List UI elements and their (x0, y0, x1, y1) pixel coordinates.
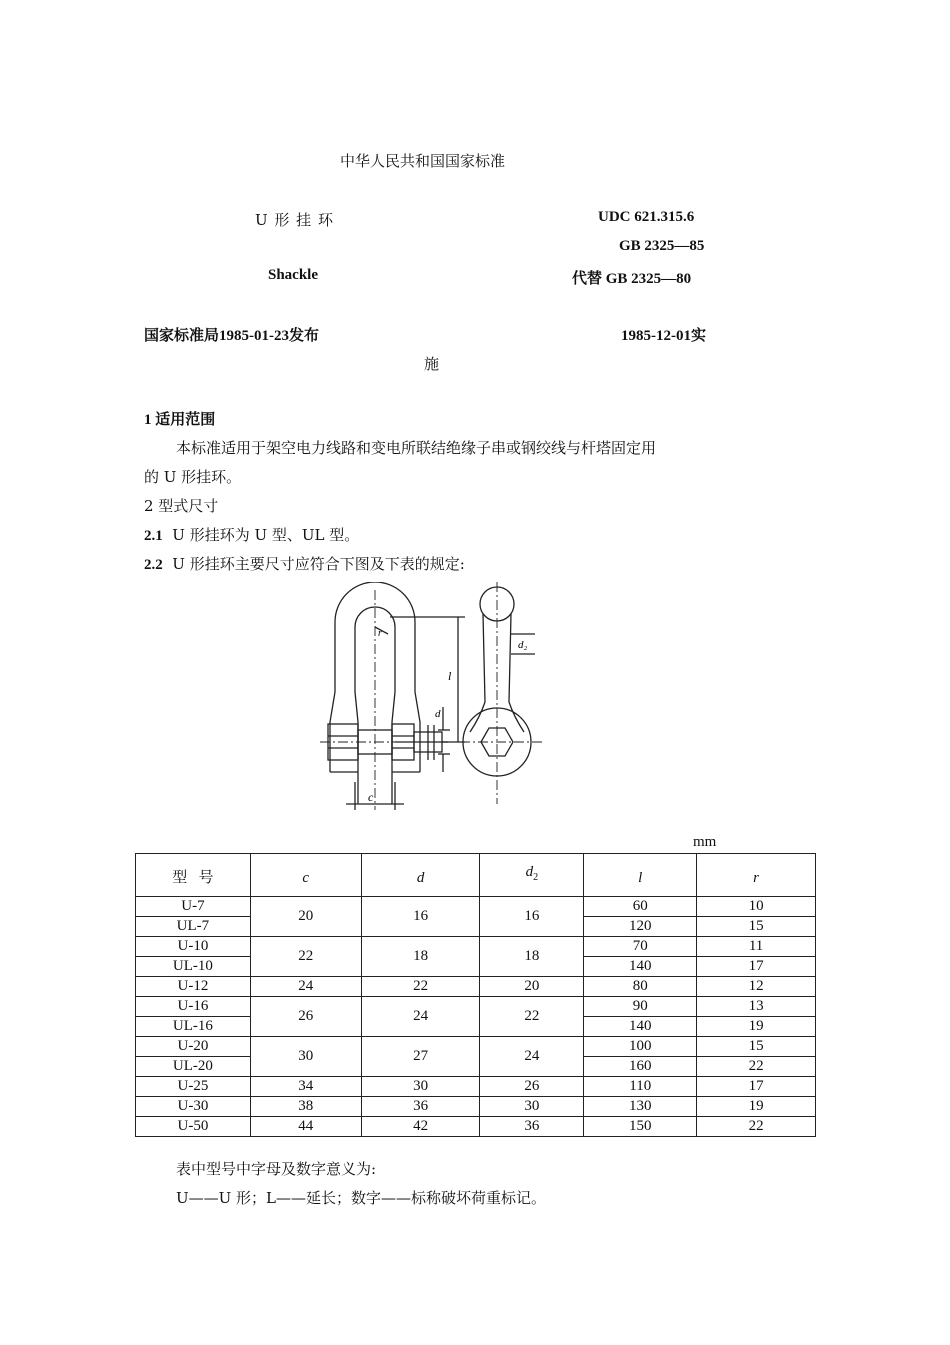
cell-c: 30 (250, 1037, 361, 1077)
cell-d: 42 (361, 1117, 480, 1137)
udc-code: UDC 621.315.6 (598, 209, 695, 225)
cell-r: 10 (697, 897, 816, 917)
cell-c: 24 (250, 977, 361, 997)
header-c: c (250, 854, 361, 897)
cell-d: 36 (361, 1097, 480, 1117)
table-unit: mm (693, 834, 717, 850)
cell-l: 90 (584, 997, 697, 1017)
dim-label-l: l (448, 669, 452, 683)
table-row (136, 997, 816, 1017)
cell-l: 140 (584, 957, 697, 977)
cell-d: 27 (361, 1037, 480, 1077)
header-d2: $d_2$ (480, 854, 584, 897)
cell-r: 19 (697, 1017, 816, 1037)
cell-l: 60 (584, 897, 697, 917)
cell-model: U-50 (136, 1117, 251, 1137)
table-row (136, 1097, 816, 1117)
cell-d: 22 (361, 977, 480, 997)
cell-d2: 20 (480, 977, 584, 997)
section-2-1: 2.1 U 形挂环为 U 型、UL 型。 (144, 526, 360, 544)
cell-c: 44 (250, 1117, 361, 1137)
section-1-text-line1: 本标准适用于架空电力线路和变电所联结绝缘子串或钢绞线与杆塔固定用 (176, 439, 657, 457)
cell-l: 150 (584, 1117, 697, 1137)
cell-model: U-30 (136, 1097, 251, 1117)
cell-d2: 30 (480, 1097, 584, 1117)
cell-d: 18 (361, 937, 480, 977)
cell-c: 26 (250, 997, 361, 1037)
issue-date: 国家标准局1985-01-23发布 (144, 328, 319, 344)
notes-line2: U——U 形；L——延长；数字——标称破坏荷重标记。 (176, 1189, 547, 1207)
cell-l: 130 (584, 1097, 697, 1117)
standard-title-cn: U 形 挂 环 (255, 211, 334, 229)
cell-r: 17 (697, 957, 816, 977)
cell-d2: 22 (480, 997, 584, 1037)
national-standard-title: 中华人民共和国国家标准 (340, 152, 506, 170)
cell-d: 16 (361, 897, 480, 937)
cell-l: 160 (584, 1057, 697, 1077)
dim-label-d: d (435, 708, 441, 720)
cell-model: U-16 (136, 997, 251, 1017)
gb-code: GB 2325—85 (619, 238, 705, 254)
cell-d2: 26 (480, 1077, 584, 1097)
dim-label-c: c (368, 790, 374, 804)
cell-r: 11 (697, 937, 816, 957)
cell-r: 19 (697, 1097, 816, 1117)
cell-l: 120 (584, 917, 697, 937)
header-r: r (697, 854, 816, 897)
cell-l: 70 (584, 937, 697, 957)
effective-date-wrap: 施 (424, 355, 440, 373)
cell-model: U-7 (136, 897, 251, 917)
cell-model: U-25 (136, 1077, 251, 1097)
cell-model: UL-16 (136, 1017, 251, 1037)
cell-r: 12 (697, 977, 816, 997)
notes-line1: 表中型号中字母及数字意义为: (176, 1160, 377, 1178)
replaces-code: 代替 GB 2325—80 (572, 271, 692, 287)
cell-model: UL-7 (136, 917, 251, 937)
cell-c: 20 (250, 897, 361, 937)
table-row (136, 977, 816, 997)
header-model: 型 号 (136, 854, 251, 897)
section-1-text-line2: 的 U 形挂环。 (144, 468, 242, 486)
cell-c: 38 (250, 1097, 361, 1117)
section-2-2: 2.2 U 形挂环主要尺寸应符合下图及下表的规定: (144, 555, 465, 573)
header-l: l (584, 854, 697, 897)
cell-d2: 16 (480, 897, 584, 937)
cell-d2: 24 (480, 1037, 584, 1077)
cell-r: 15 (697, 1037, 816, 1057)
dimensions-table (135, 853, 816, 1137)
cell-c: 22 (250, 937, 361, 977)
cell-l: 100 (584, 1037, 697, 1057)
table-row (136, 1077, 816, 1097)
cell-r: 17 (697, 1077, 816, 1097)
section-1-title: 1 适用范围 (144, 412, 216, 428)
cell-d2: 36 (480, 1117, 584, 1137)
cell-model: U-10 (136, 937, 251, 957)
cell-c: 34 (250, 1077, 361, 1097)
shackle-drawing (320, 582, 550, 812)
cell-l: 110 (584, 1077, 697, 1097)
cell-r: 22 (697, 1117, 816, 1137)
cell-model: U-20 (136, 1037, 251, 1057)
table-row (136, 1117, 816, 1137)
effective-date: 1985-12-01实 (621, 328, 706, 344)
cell-model: U-12 (136, 977, 251, 997)
cell-l: 140 (584, 1017, 697, 1037)
cell-d: 30 (361, 1077, 480, 1097)
cell-r: 22 (697, 1057, 816, 1077)
cell-model: UL-10 (136, 957, 251, 977)
cell-l: 80 (584, 977, 697, 997)
dim-label-d2: d₂ (518, 639, 528, 651)
section-2-title: 2 型式尺寸 (144, 497, 219, 515)
cell-model: UL-20 (136, 1057, 251, 1077)
table-header-row (136, 854, 816, 897)
table-row (136, 937, 816, 957)
standard-title-en: Shackle (268, 267, 319, 283)
cell-r: 13 (697, 997, 816, 1017)
cell-d2: 18 (480, 937, 584, 977)
table-row (136, 1037, 816, 1057)
cell-d: 24 (361, 997, 480, 1037)
header-d: d (361, 854, 480, 897)
table-row (136, 897, 816, 917)
cell-r: 15 (697, 917, 816, 937)
dim-label-r: r (378, 628, 382, 639)
